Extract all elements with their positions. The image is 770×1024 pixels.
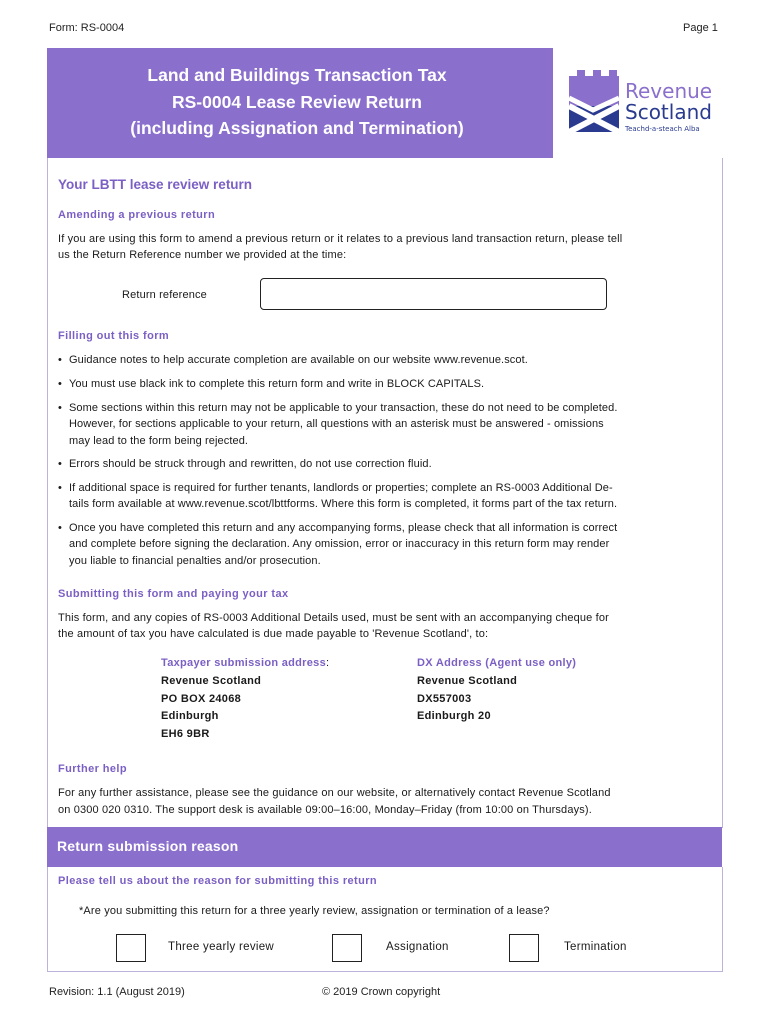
return-reference-input[interactable] <box>260 278 607 310</box>
section-title-lbtt: Your LBTT lease review return <box>58 177 253 192</box>
bullet-item-3: • Some sections within this return may not be applicable to your transaction, these do not need to be completed. However, for sections applicable to your return, all questions with an asterisk must be answered - omissions may lead to the form being rejected. <box>58 402 618 447</box>
bullet-item-2: • You must use black ink to complete this return form and write in BLOCK CAPITALS. <box>58 376 719 392</box>
bullet-item-6: • Once you have completed this return and any accompanying forms, please check that all information is correct and complete before signing the declaration. Any omission, error or inaccuracy in this return form may render you liable to financial penalties and/or prosecution. <box>58 522 618 567</box>
assignation-checkbox[interactable] <box>332 934 362 962</box>
assignation-label: Assignation <box>386 941 449 953</box>
amend-title: Amending a previous return <box>58 209 216 221</box>
reason-section-bar <box>47 827 722 867</box>
bullet-icon: • <box>58 402 62 414</box>
termination-checkbox[interactable] <box>509 934 539 962</box>
bullet-icon: • <box>58 354 62 366</box>
logo-tagline: Teachd-a-steach Alba <box>625 125 700 133</box>
castle-saltire-icon <box>553 48 722 158</box>
dx-address-heading: DX Address (Agent use only) <box>417 657 577 669</box>
reason-question: *Are you submitting this return for a three yearly review, assignation or termination of a lease? <box>79 905 550 917</box>
logo-word-revenue: Revenue <box>625 79 713 103</box>
help-title: Further help <box>58 763 127 775</box>
bullet-icon: • <box>58 522 62 534</box>
reason-section-title: Return submission reason <box>57 838 239 854</box>
title-line-2: RS-0004 Lease Review Return <box>172 91 422 112</box>
return-ref-label: Return reference <box>122 289 207 301</box>
title-line-1: Land and Buildings Transaction Tax <box>147 65 447 85</box>
title-line-3: (including Assignation and Termination) <box>130 118 464 138</box>
copyright: © 2019 Crown copyright <box>322 986 441 998</box>
taxpayer-address-heading: Taxpayer submission address: <box>161 657 330 669</box>
form-title <box>47 62 547 142</box>
submitting-text-2: the amount of tax you have calculated is due made payable to 'Revenue Scotland', to: <box>58 628 489 640</box>
help-text-2: on 0300 020 0310. The support desk is available 09:00–16:00, Monday–Friday (from 10:00 on Thursdays). <box>58 804 592 816</box>
bullet-icon: • <box>58 482 62 494</box>
bullet-icon: • <box>58 458 62 470</box>
logo-word-scotland: Scotland <box>625 100 712 124</box>
submitting-title: Submitting this form and paying your tax <box>58 588 289 600</box>
title-banner <box>47 48 722 158</box>
submitting-text-1: This form, and any copies of RS-0003 Additional Details used, must be sent with an accompanying cheque for <box>58 612 609 624</box>
three-yearly-review-checkbox[interactable] <box>116 934 146 962</box>
three-yearly-review-label: Three yearly review <box>168 941 275 953</box>
dx-address: Revenue Scotland DX557003 Edinburgh 20 <box>417 675 518 722</box>
reason-subtitle: Please tell us about the reason for submitting this return <box>58 875 378 887</box>
help-text-1: For any further assistance, please see the guidance on our website, or alternatively contact Revenue Scotland <box>58 787 611 799</box>
filling-title: Filling out this form <box>58 330 170 342</box>
amend-text-2: us the Return Reference number we provided at the time: <box>58 249 347 261</box>
revision-info: Revision: 1.1 (August 2019) <box>49 986 185 998</box>
termination-label: Termination <box>564 941 627 953</box>
page-number: Page 1 <box>683 22 718 34</box>
bullet-item-1: • Guidance notes to help accurate completion are available on our website www.revenue.scot. <box>58 352 719 368</box>
revenue-scotland-logo <box>553 48 722 158</box>
form-id: Form: RS-0004 <box>49 22 125 34</box>
amend-text-1: If you are using this form to amend a previous return or it relates to a previous land transaction return, please tell <box>58 233 623 245</box>
bullet-icon: • <box>58 378 62 390</box>
bullet-item-4: • Errors should be struck through and rewritten, do not use correction fluid. <box>58 456 719 472</box>
taxpayer-address: Revenue Scotland PO BOX 24068 Edinburgh EH6 9BR <box>161 675 262 740</box>
bullet-item-5: • If additional space is required for further tenants, landlords or properties; complete an RS-0003 Additional De- tails form available at www.revenue.scot/lbttforms. Where this form is completed, it forms part of the tax return. <box>58 482 618 511</box>
